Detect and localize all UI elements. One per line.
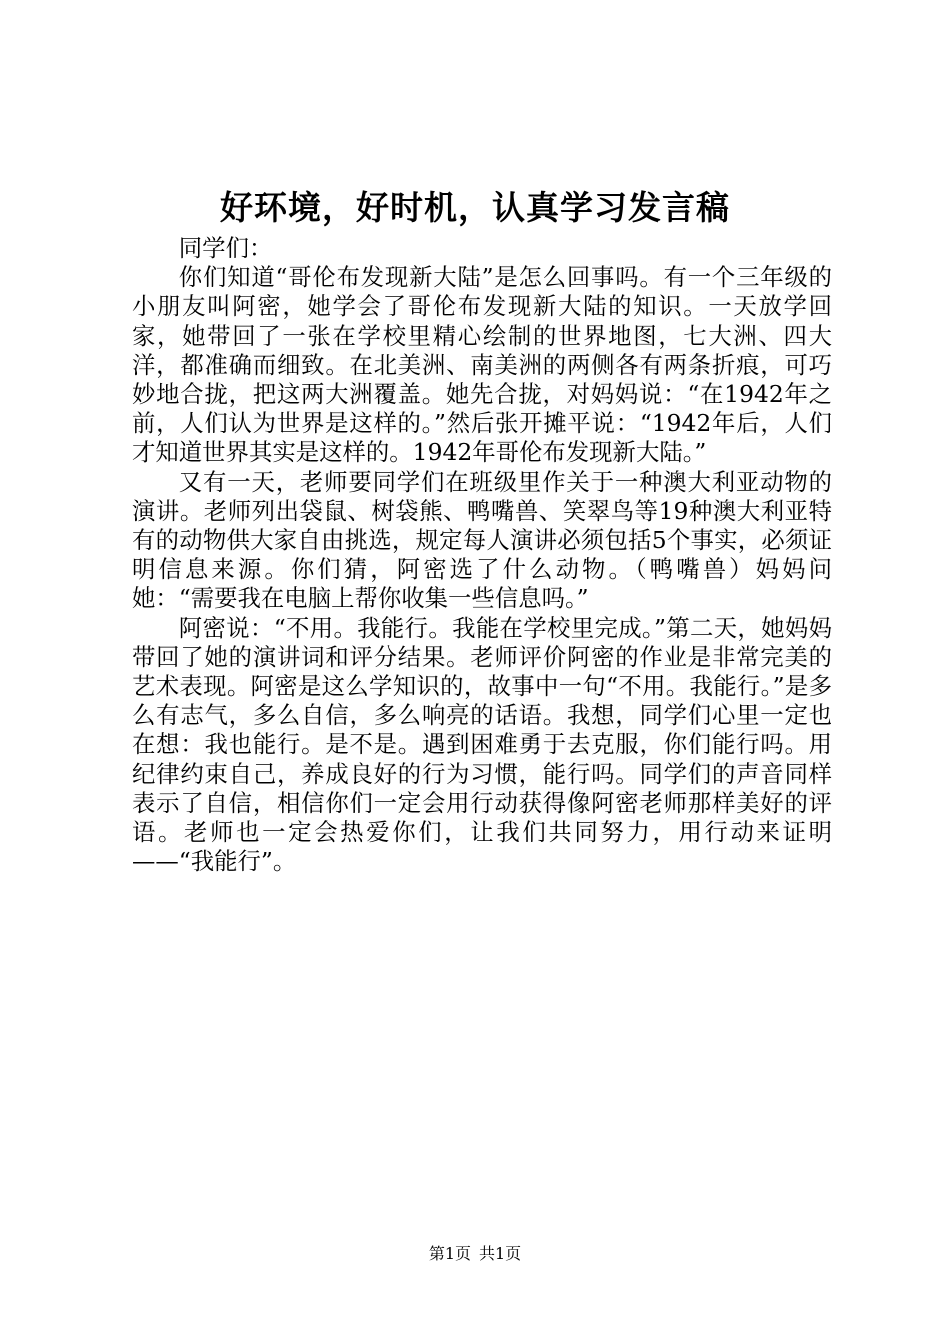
page-total: 共1页 xyxy=(479,1244,522,1263)
document-body xyxy=(132,234,832,876)
body-paragraph-1: 你们知道“哥伦布发现新大陆”是怎么回事吗。有一个三年级的小朋友叫阿密，她学会了哥伦布发现新大陆的知识。一天放学回家，她带回了一张在学校里精心绘制的世界地图，七大洲、四大洋，都准确而细致。在北美洲、南美洲的两侧各有两条折痕，可巧妙地合拢，把这两大洲覆盖。她先合拢，对妈妈说：“在1942年之前，人们认为世界是这样的。”然后张开摊平说：“1942年后，人们才知道世界其实是这样的。1942年哥伦布发现新大陆。” xyxy=(132,263,832,467)
body-paragraph-2: 又有一天，老师要同学们在班级里作关于一种澳大利亚动物的演讲。老师列出袋鼠、树袋熊、鸭嘴兽、笑翠鸟等19种澳大利亚特有的动物供大家自由挑选，规定每人演讲必须包括5个事实，必须证明信息来源。你们猜，阿密选了什么动物。（鸭嘴兽）妈妈问她：“需要我在电脑上帮你收集一些信息吗。” xyxy=(132,467,832,613)
document-title: 好环境，好时机，认真学习发言稿 xyxy=(220,188,730,227)
body-paragraph-3: 阿密说：“不用。我能行。我能在学校里完成。”第二天，她妈妈带回了她的演讲词和评分结果。老师评价阿密的作业是非常完美的艺术表现。阿密是这么学知识的，故事中一句“不用。我能行。”是多么有志气，多么自信，多么响亮的话语。我想，同学们心里一定也在想：我也能行。是不是。遇到困难勇于去克服，你们能行吗。用纪律约束自己，养成良好的行为习惯，能行吗。同学们的声音同样表示了自信，相信你们一定会用行动获得像阿密老师那样美好的评语。老师也一定会热爱你们，让我们共同努力，用行动来证明——“我能行”。 xyxy=(132,613,832,876)
salutation-paragraph: 同学们： xyxy=(178,234,273,262)
page-number: 第1页 xyxy=(428,1244,471,1263)
page-footer xyxy=(0,1243,950,1265)
